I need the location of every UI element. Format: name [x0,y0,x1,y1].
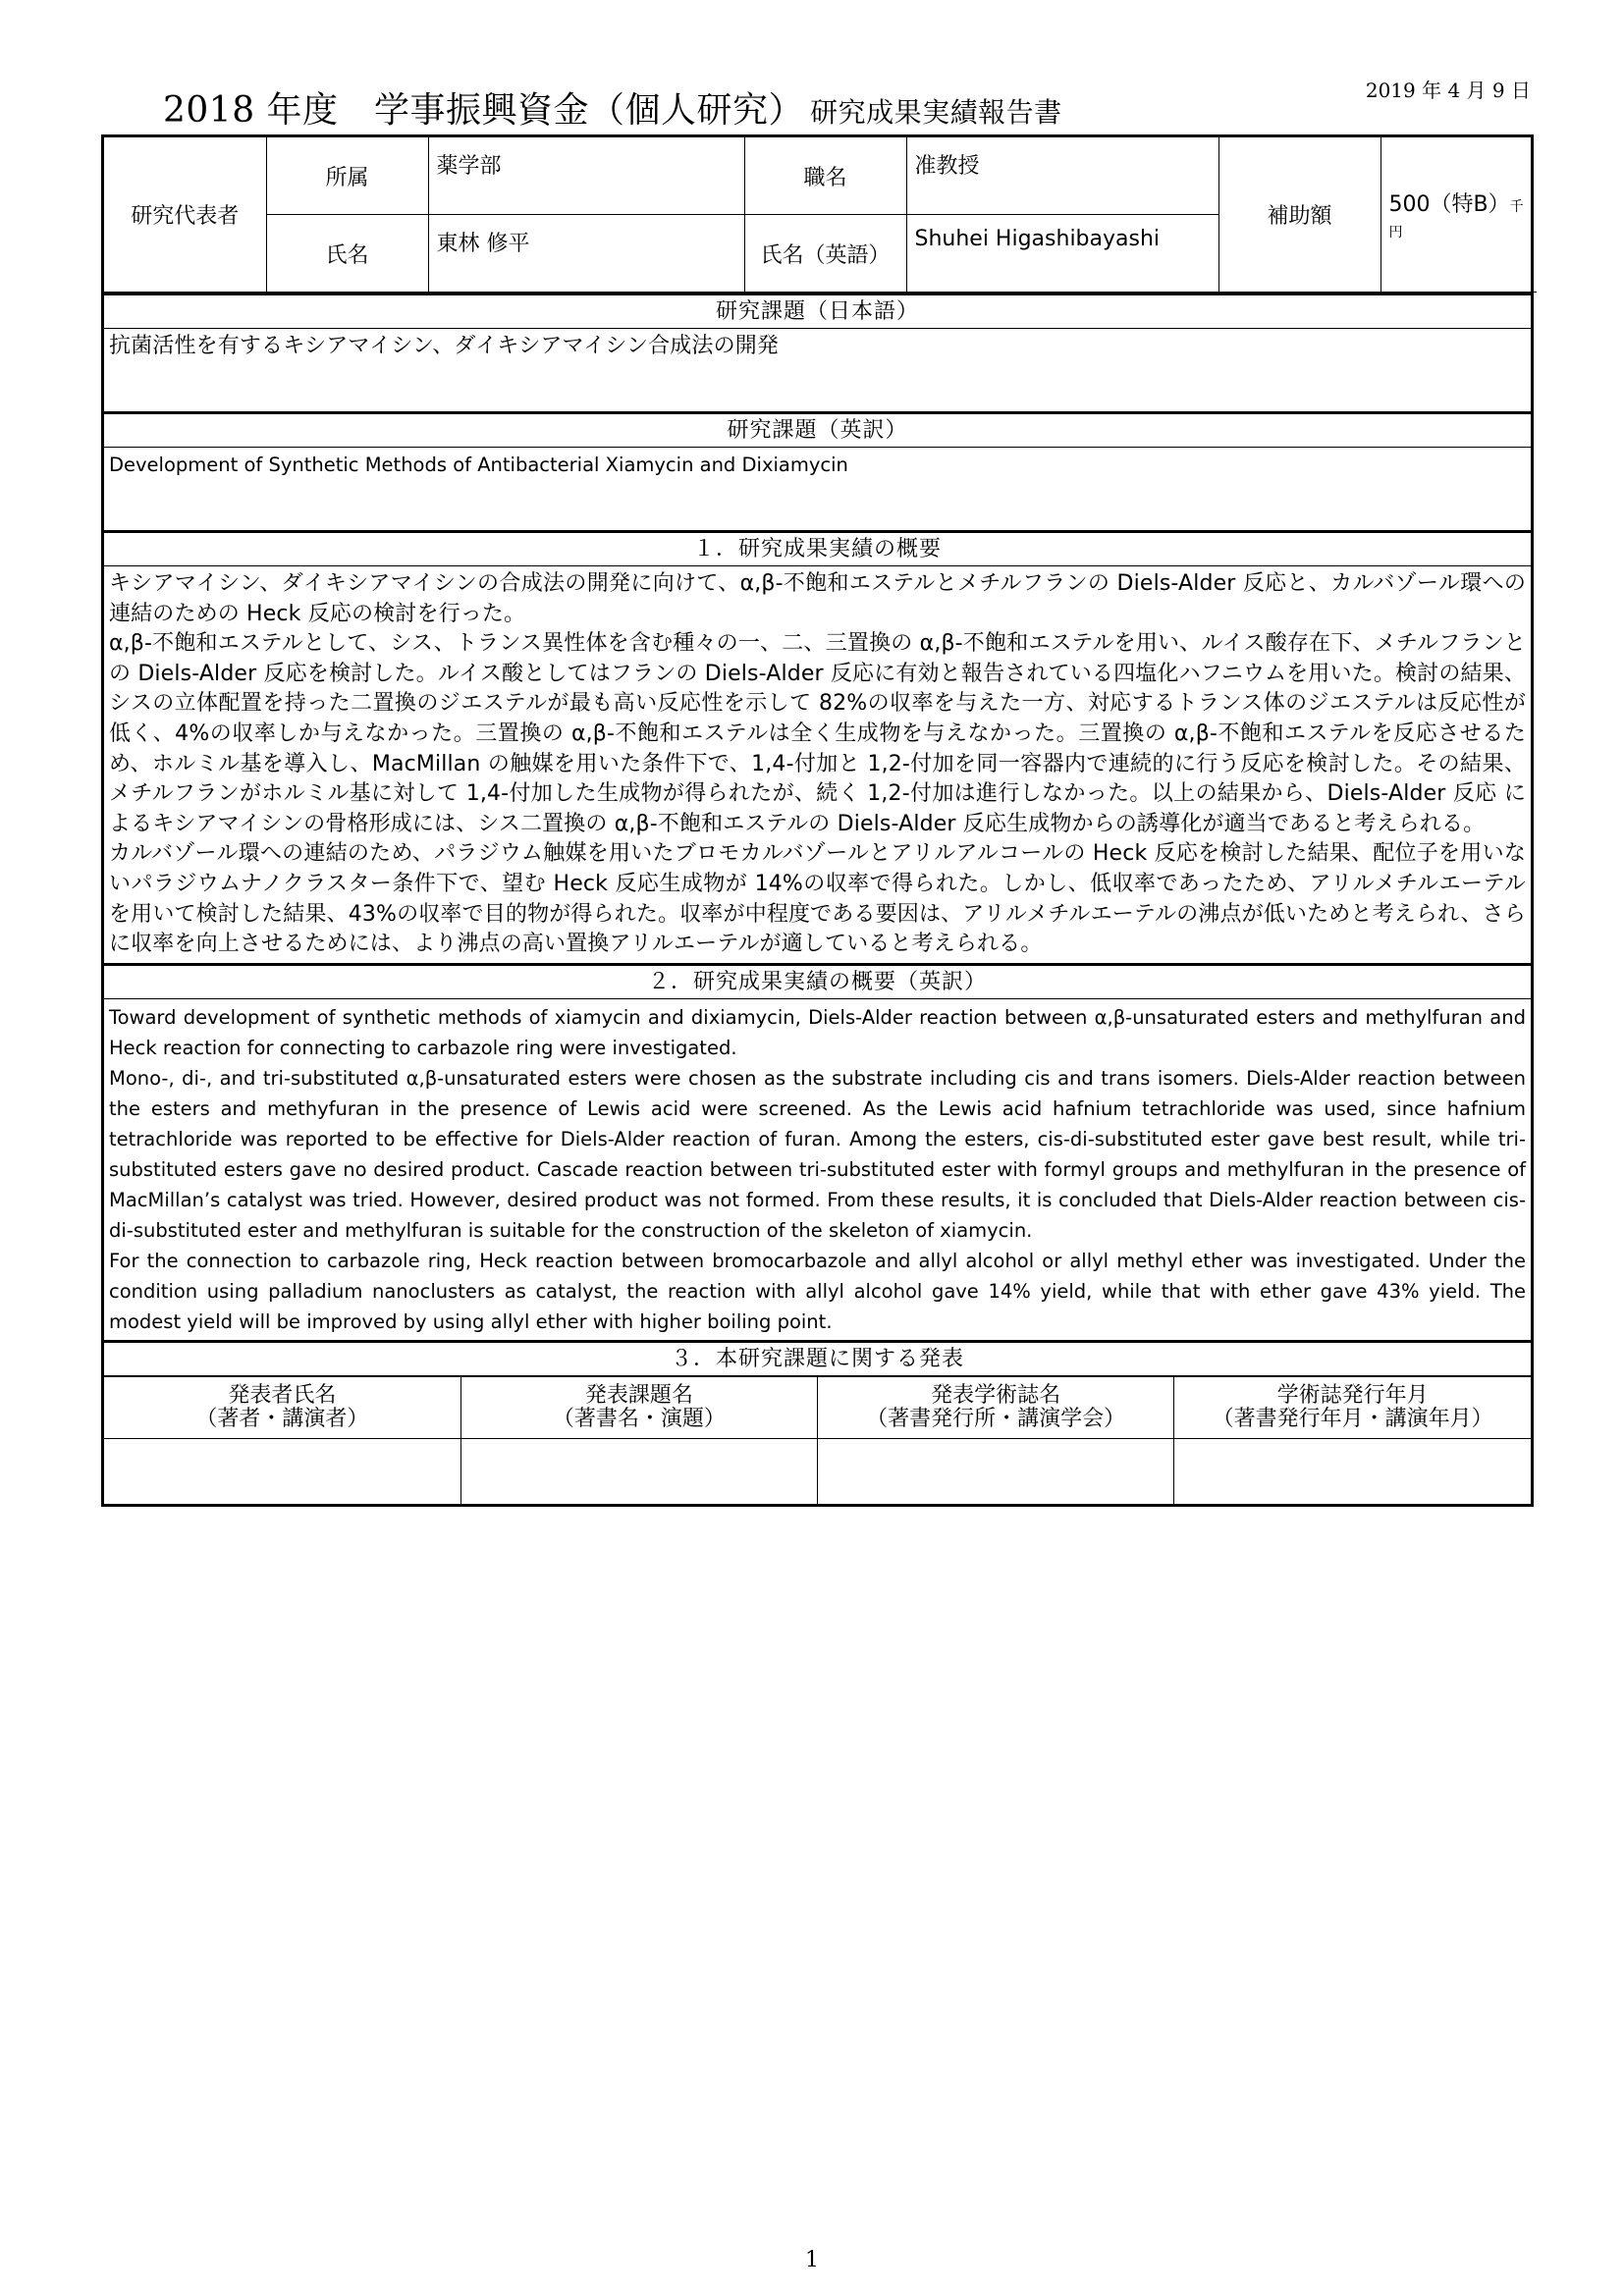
pub-col-journal-note: （著書発行所・講演学会） [866,1406,1126,1431]
name-value: 東林 修平 [428,215,744,293]
pub-col-journal [818,1376,1174,1438]
pub-col-author [104,1376,460,1438]
summary-jp-paragraph: キシアマイシン、ダイキシアマイシンの合成法の開発に向けて、α,β-不飽和エステルとメチルフランの Diels-Alder 反応と、カルバゾール環への連結のための Heck 反応の検討を行った。 [109,571,1526,626]
summary-en-heading: ２．研究成果実績の概要（英訳） [104,963,1531,999]
grant-amount-cell [1380,137,1537,293]
summary-jp-paragraph: カルバゾール環への連結のため、パラジウム触媒を用いたブロモカルバゾールとアリルアルコールの Heck 反応を検討した結果、配位子を用いないパラジウムナノクラスター条件下で、望む Heck 反応生成物が 14%の収率で得られた。しかし、低収率であったため、アリルメチルエーテルを用いて検討した結果、43%の収率で目的物が得られた。収率が中程度である要因は、アリルメチルエーテルの沸点が低いためと考えられ、さらに収率を向上させるためには、より沸点の高い置換アリルエーテルが適していると考えられる。 [109,841,1526,957]
representative-label: 研究代表者 [104,137,266,293]
table-row [104,1438,1531,1504]
pub-col-date-note: （著書発行年月・講演年月） [1212,1406,1493,1431]
title-jp-heading: 研究課題（日本語） [104,293,1531,329]
summary-jp-body [104,566,1531,963]
pub-cell-title [460,1438,817,1504]
summary-en-paragraph: Mono-, di-, and tri-substituted α,β-unsaturated esters were chosen as the substrate including cis and trans isomers. Diels-Alder reaction between the esters and methyfuran in the presence of Lewis acid were screened. As the Lewis acid hafnium tetrachloride was used, since hafnium tetrachloride was reported to be effective for Diels-Alder reaction of furan. Among the esters, cis-di-substituted ester gave best result, while tri-substituted esters gave no desired product. Cascade reaction between tri-substituted ester with formyl groups and methylfuran in the presence of MacMillan’s catalyst was tried. However, desired product was not formed. From these results, it is concluded that Diels-Alder reaction between cis-di-substituted ester and methylfuran is suitable for the construction of the skeleton of xiamycin. [109,1066,1526,1242]
grant-amount: 500（特B） [1388,191,1510,217]
report-date: 2019 年 4 月 9 日 [1365,79,1531,102]
affiliation-value: 薬学部 [428,137,744,215]
pub-col-author-title: 発表者氏名 [228,1382,337,1408]
pub-col-author-note: （著者・講演者） [195,1406,369,1431]
position-value: 准教授 [906,137,1218,215]
publications-table [104,1376,1531,1504]
publications-heading: ３．本研究課題に関する発表 [104,1340,1531,1376]
summary-en-body [104,999,1531,1340]
pub-col-title-note: （著書名・演題） [552,1406,726,1431]
name-label: 氏名 [266,215,428,293]
document-subtitle: 研究成果実績報告書 [810,96,1062,129]
summary-jp-heading: １．研究成果実績の概要 [104,530,1531,566]
name-en-value: Shuhei Higashibayashi [906,215,1218,293]
grant-label: 補助額 [1218,137,1380,293]
pub-col-journal-title: 発表学術誌名 [931,1382,1061,1408]
affiliation-label: 所属 [266,137,428,215]
summary-jp-paragraph: α,β-不飽和エステルとして、シス、トランス異性体を含む種々の一、二、三置換の α,β-不飽和エステルを用い、ルイス酸存在下、メチルフランとの Diels-Alder 反応を検討した。ルイス酸としてはフランの Diels-Alder 反応に有効と報告されている四塩化ハフニウムを用いた。検討の結果、シスの立体配置を持った二置換のジエステルが最も高い反応性を示して 82%の収率を与えた一方、対応するトランス体のジエステルは反応性が低く、4%の収率しか与えなかった。三置換の α,β-不飽和エステルは全く生成物を与えなかった。三置換の α,β-不飽和エステルを反応させるため、ホルミル基を導入し、MacMillan の触媒を用いた条件下で、1,4-付加と 1,2-付加を同一容器内で連続的に行う反応を検討した。その結果、メチルフランがホルミル基に対して 1,4-付加した生成物が得られたが、続く 1,2-付加は進行しなかった。以上の結果から、Diels-Alder 反応 によるキシアマイシンの骨格形成には、シス二置換の α,β-不飽和エステルの Diels-Alder 反応生成物からの誘導化が適当であると考えられる。 [109,631,1526,836]
pub-col-date [1174,1376,1531,1438]
grant-unit: 千円 [1388,198,1524,240]
title-en-heading: 研究課題（英訳） [104,411,1531,448]
position-label: 職名 [744,137,906,215]
document-title-main: 2018 年度 学事振興資金（個人研究） [163,90,805,131]
report-form [101,134,1534,1507]
summary-en-paragraph: For the connection to carbazole ring, Heck reaction between bromocarbazole and allyl alcohol or allyl methyl ether was investigated. Under the condition using palladium nanoclusters as catalyst, the reaction with allyl alcohol gave 14% yield, while that with ether gave 43% yield. The modest yield will be improved by using allyl ether with higher boiling point. [109,1249,1526,1333]
representative-table [104,137,1537,293]
title-jp-text: 抗菌活性を有するキシアマイシン、ダイキシアマイシン合成法の開発 [109,334,780,358]
pub-col-date-title: 学術誌発行年月 [1276,1382,1429,1408]
summary-en-paragraph: Toward development of synthetic methods of xiamycin and dixiamycin, Diels-Alder reaction between α,β-unsaturated esters and methylfuran and Heck reaction for connecting to carbazole ring were investigated. [109,1005,1526,1059]
pub-col-title [460,1376,817,1438]
pub-col-title-title: 発表課題名 [584,1382,693,1408]
document-title [163,82,1062,133]
pub-cell-journal [818,1438,1174,1504]
page-number: 1 [805,2248,819,2272]
pub-cell-author [104,1438,460,1504]
name-en-label: 氏名（英語） [744,215,906,293]
pub-cell-date [1174,1438,1531,1504]
title-en-text: Development of Synthetic Methods of Antibacterial Xiamycin and Dixiamycin [109,454,848,476]
